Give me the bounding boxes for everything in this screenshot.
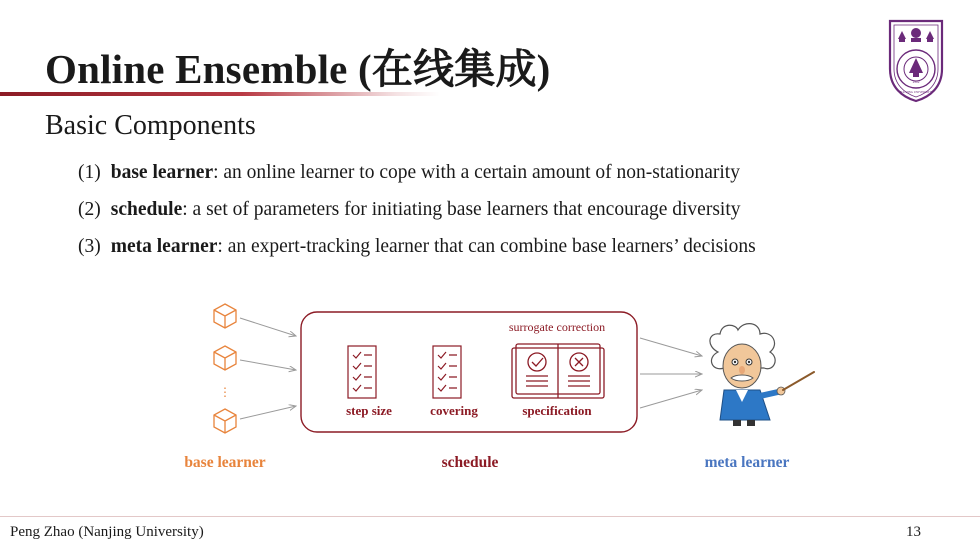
footer-divider: [0, 516, 980, 517]
specification-label: specification: [522, 403, 592, 418]
arrow: [240, 406, 296, 419]
open-book-icon: [512, 344, 604, 398]
ellipsis: ⋮: [219, 385, 231, 399]
item-text: : an expert-tracking learner that can combine base learners’ decisions: [217, 236, 756, 257]
checklist-icon: [433, 346, 461, 398]
footer-author: Peng Zhao (Nanjing University): [10, 524, 204, 540]
arrow: [640, 338, 702, 356]
covering-label: covering: [430, 403, 478, 418]
cube-icon: [214, 409, 236, 433]
schedule-label: schedule: [441, 454, 499, 471]
surrogate-correction-label: surrogate correction: [508, 320, 606, 334]
logo-ring-text: NANJING UNIVERSITY: [900, 90, 932, 94]
item-number: (3): [78, 236, 101, 257]
item-text: : an online learner to cope with a certain amount of non-stationarity: [213, 162, 740, 183]
item-number: (1): [78, 162, 101, 183]
cube-icon: [214, 346, 236, 370]
item-text: : a set of parameters for initiating base learners that encourage diversity: [182, 199, 741, 220]
arrow: [240, 360, 296, 370]
subtitle: Basic Components: [45, 110, 256, 141]
slide-title: Online Ensemble (在线集成): [45, 46, 551, 92]
base-learner-label: base learner: [184, 454, 266, 471]
arrow: [640, 390, 702, 408]
arrow: [240, 318, 296, 336]
item-number: (2): [78, 199, 101, 220]
item-term: base learner: [110, 162, 214, 183]
item-term: schedule: [110, 199, 183, 220]
step-size-label: step size: [346, 403, 392, 418]
item-term: meta learner: [110, 236, 218, 257]
page-number: 13: [906, 524, 921, 540]
logo-year: 1902: [912, 80, 920, 84]
professor-icon: [710, 324, 814, 426]
meta-learner-label: meta learner: [704, 454, 790, 471]
cube-icon: [214, 304, 236, 328]
checklist-icon: [348, 346, 376, 398]
